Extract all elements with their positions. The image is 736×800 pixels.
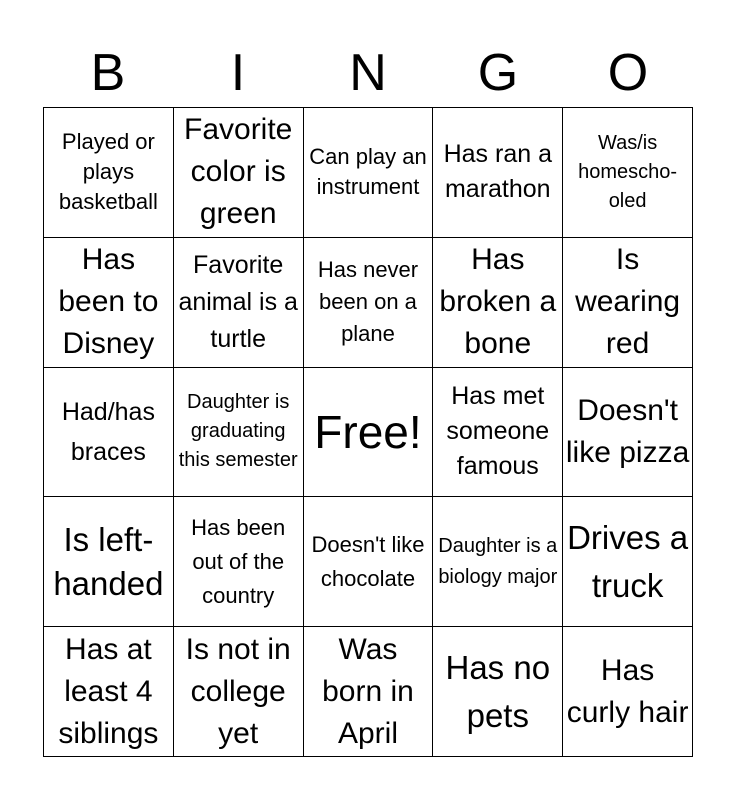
- cell-text: Can play an instrument: [309, 144, 427, 200]
- free-space-text: Free!: [314, 405, 422, 458]
- cell-text: Is wearing red: [575, 243, 681, 361]
- bingo-card-grid: [43, 107, 693, 757]
- bingo-cell[interactable]: [304, 627, 434, 757]
- cell-text: Favorite animal is a turtle: [178, 250, 298, 353]
- bingo-cell[interactable]: [433, 497, 563, 627]
- bingo-cell[interactable]: [433, 627, 563, 757]
- cell-text: Has broken a bone: [439, 243, 557, 361]
- cell-text: Has been to Disney: [58, 243, 159, 361]
- bingo-cell[interactable]: [563, 497, 693, 627]
- cell-text: Doesn't like pizza: [565, 393, 690, 469]
- cell-text: Played or plays basketball: [58, 129, 158, 215]
- cell-text: Drives a truck: [567, 518, 689, 604]
- bingo-cell[interactable]: [44, 368, 174, 498]
- cell-text: Is not in college yet: [185, 632, 291, 750]
- bingo-cell[interactable]: [174, 497, 304, 627]
- cell-text: Was/is homescho-oled: [578, 131, 678, 212]
- bingo-cell[interactable]: [563, 238, 693, 368]
- bingo-cell[interactable]: [433, 368, 563, 498]
- cell-text: Doesn't like chocolate: [311, 531, 425, 591]
- bingo-cell[interactable]: [44, 627, 174, 757]
- header-letter-n: N: [349, 44, 387, 102]
- bingo-cell[interactable]: [563, 627, 693, 757]
- bingo-header: [43, 40, 693, 106]
- bingo-cell[interactable]: [304, 368, 434, 498]
- cell-text: Has curly hair: [566, 653, 689, 729]
- cell-text: Daughter is graduating this semester: [178, 391, 298, 472]
- bingo-cell[interactable]: [44, 108, 174, 238]
- bingo-cell[interactable]: [563, 368, 693, 498]
- bingo-cell[interactable]: [304, 497, 434, 627]
- cell-text: Has been out of the country: [191, 514, 286, 608]
- cell-text: Has never been on a plane: [317, 257, 419, 347]
- cell-text: Has ran a marathon: [443, 140, 552, 204]
- cell-text: Daughter is a biology major: [438, 534, 558, 588]
- bingo-cell[interactable]: [304, 238, 434, 368]
- bingo-cell[interactable]: [44, 238, 174, 368]
- bingo-cell[interactable]: [563, 108, 693, 238]
- bingo-cell[interactable]: [174, 238, 304, 368]
- bingo-cell[interactable]: [433, 238, 563, 368]
- bingo-cell[interactable]: [304, 108, 434, 238]
- cell-text: Is left-handed: [53, 520, 164, 602]
- bingo-cell[interactable]: [44, 497, 174, 627]
- header-letter-b: B: [90, 44, 126, 102]
- cell-text: Has at least 4 siblings: [58, 632, 159, 750]
- header-letter-g: G: [477, 44, 519, 102]
- cell-text: Has met someone famous: [446, 382, 550, 481]
- header-letter-i: I: [230, 44, 246, 102]
- header-letter-o: O: [607, 44, 649, 102]
- bingo-cell[interactable]: [174, 368, 304, 498]
- cell-text: Had/has braces: [61, 397, 155, 466]
- cell-text: Was born in April: [322, 632, 414, 750]
- bingo-cell[interactable]: [433, 108, 563, 238]
- cell-text: Has no pets: [445, 648, 551, 734]
- bingo-cell[interactable]: [174, 108, 304, 238]
- cell-text: Favorite color is green: [184, 113, 293, 231]
- bingo-cell[interactable]: [174, 627, 304, 757]
